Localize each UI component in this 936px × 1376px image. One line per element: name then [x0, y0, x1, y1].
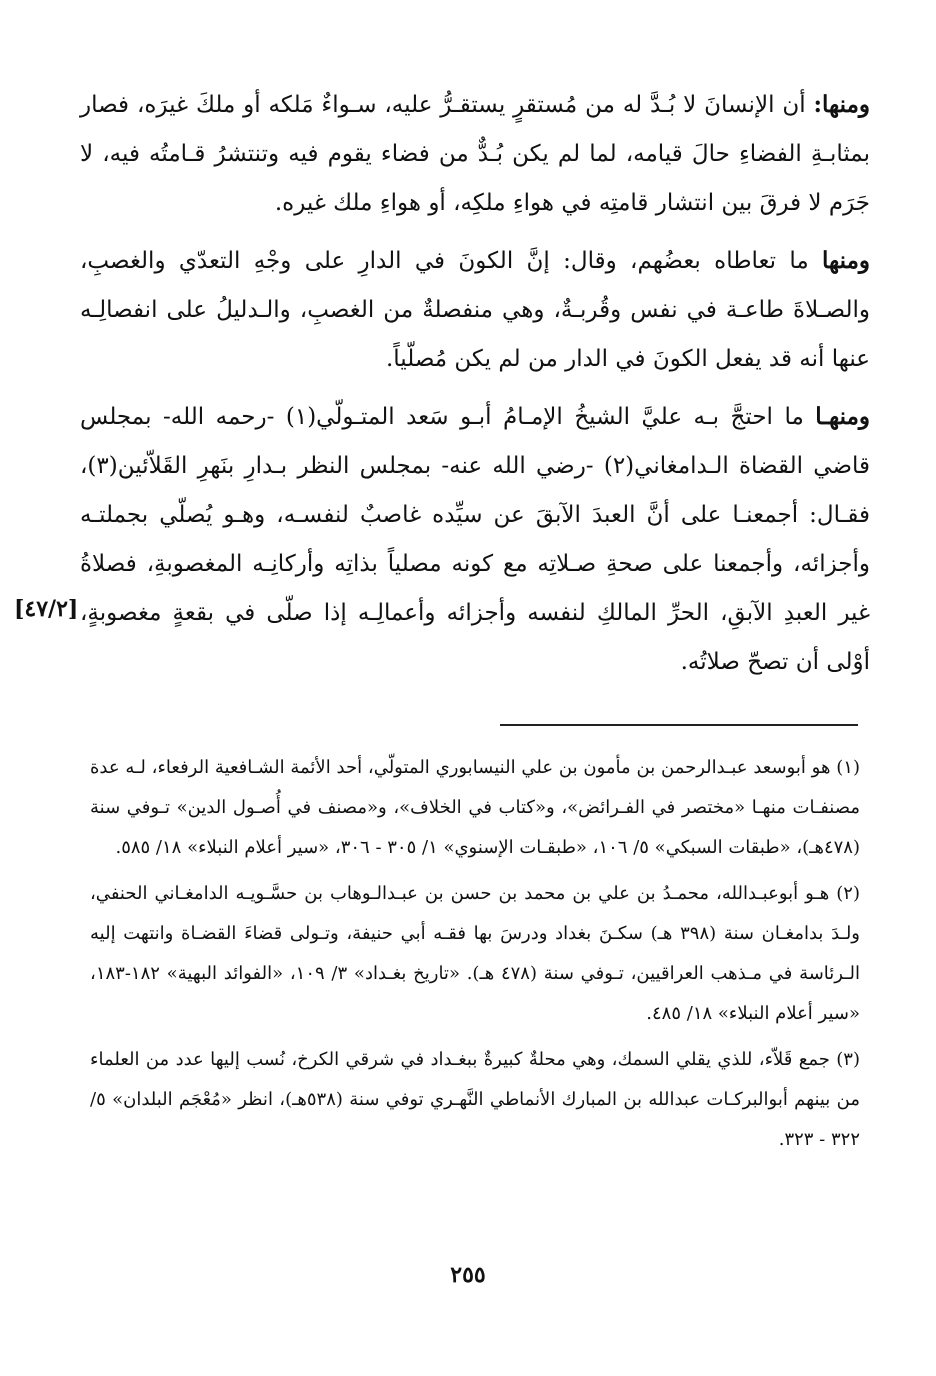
- paragraph-lead: ومنها:: [813, 91, 870, 118]
- footnote-2: (٢) هـو أبوعبـدالله، محمـدُ بن علي بن محمد بن حسن بن عبـدالـوهاب بن حسَّـويـه الدامغـاني الحنفي، ولـدَ بدامغـان سنة (٣٩٨ هـ) سكـنَ بغداد ودرسَ بها فقـه أبي حنيفة، وتـولى قضاءَ القضـاة وانتهت إليه الـرئاسة في مـذهب العراقيين، تـوفي سنة (٤٧٨ هـ). «تاريخ بغـداد» ٣/ ١٠٩، «الفوائد البهية» ١٨٢-١٨٣، «سير أعلام النبلاء» ١٨/ ٤٨٥.: [90, 883, 861, 1024]
- paragraph-body: أن الإنسانَ لا بُـدَّ له من مُستقرٍ يستقـرُّ عليه، سـواءٌ مَلكه أو ملكَ غيرَه، فصار بمثابـةِ الفضاءِ حالَ قيامه، لما لم يكن بُـدٌّ من فضاء يقوم فيه وتنتشرُ قـامتُه فيه، لا جَرَم لا فرقَ بين انتشار قامتِه في هواءِ ملكِه، أو هواءِ ملك غيره.: [80, 92, 870, 216]
- main-text: [80, 80, 870, 695]
- footnote-3: (٣) جمع قَلاّء، للذي يقلي السمك، وهي محلةٌ كبيرةٌ ببغـداد في شرقي الكرخ، نُسب إليها عدد من العلماء من بينهم أبوالبركـات عبدالله بن المبارك الأنماطي النَّهـري توفي سنة (٥٣٨هـ)، انظر «مُعْجَم البلدان» ٥/ ٣٢٢ - ٣٢٣.: [90, 1049, 860, 1150]
- page-number: ٢٥٥: [450, 1262, 486, 1288]
- margin-page-reference: [٤٧/٢]: [14, 596, 79, 622]
- footnotes: [90, 748, 860, 1166]
- paragraph-lead: ومنها: [822, 247, 870, 274]
- paragraph-3: [80, 392, 870, 687]
- paragraph-2: [80, 236, 870, 384]
- paragraph-1: [80, 80, 870, 228]
- footnote-1: (١) هو أبوسعد عبـدالرحمن بن مأمون بن علي النيسابوري المتولّي، أحد الأئمة الشـافعية الرفعاء، لـه عدة مصنفـات منهـا «مختصر في الفـرائض»، و«كتاب في الخلاف»، و«مصنف في أُصـول الدين» تـوفي سنة (٤٧٨هـ)، «طبقات السبكي» ٥/ ١٠٦، «طبقـات الإسنوي» ١/ ٣٠٥ - ٣٠٦، «سير أعلام النبلاء» ١٨/ ٥٨٥.: [90, 757, 860, 858]
- paragraph-body: ما احتجَّ بـه عليَّ الشيخُ الإمـامُ أبـو سَعد المتـولّي(١) -رحمه الله- بمجلس قاضي القضاة الـدامغاني(٢) -رضي الله عنه- بمجلس النظر بـدارِ بنَهرِ القَلاّئين(٣)، فقـال: أجمعنـا على أنَّ العبدَ الآبقَ عن سيِّده غاصبٌ لنفسـه، وهـو يُصلّي بجملتـه وأجزائه، وأجمعنا على صحةِ صـلاتِه مع كونه مصلياً بذاتِه وأركانِـه المغصوبةِ، فصلاةُ غير العبدِ الآبقِ، الحرِّ المالكِ لنفسه وأجزائه وأعمالِـه إذا صلّى في بقعةٍ مغصوبةٍ، أوْلى أن تصحّ صلاتُه.: [80, 404, 870, 675]
- paragraph-lead: ومنهـا: [815, 403, 871, 430]
- footnote-separator: [500, 724, 858, 726]
- paragraph-body: ما تعاطاه بعضُهم، وقال: إنَّ الكونَ في الدارِ على وجْهِ التعدّي والغصبِ، والصـلاةَ طاعـة في نفس وقُربـةٌ، وهي منفصلةٌ من الغصبِ، والـدليلُ على انفصالِـه عنها أنه قد يفعل الكونَ في الدار من لم يكن مُصلّياً.: [80, 248, 870, 372]
